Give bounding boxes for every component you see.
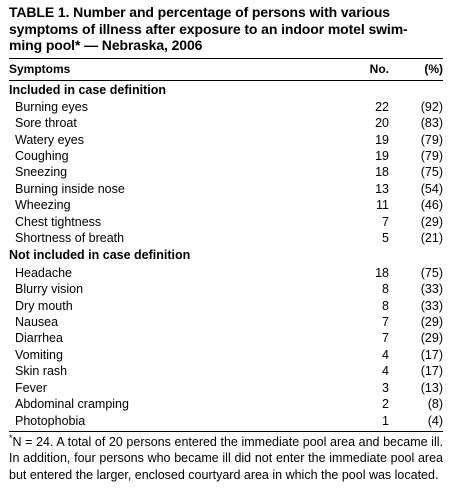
table-row — [9, 363, 443, 379]
symptom-cell: Burning inside nose — [15, 181, 125, 196]
table-row — [9, 99, 443, 115]
table-row — [9, 264, 443, 280]
percent-cell: (29) — [420, 214, 443, 229]
symptom-cell: Vomiting — [15, 347, 63, 362]
count-cell: 8 — [382, 282, 389, 297]
symptom-cell: Sneezing — [15, 165, 68, 180]
percent-cell: (8) — [427, 397, 443, 412]
symptom-cell: Coughing — [15, 149, 69, 164]
symptom-cell: Abdominal cramping — [15, 397, 129, 412]
symptom-cell: Nausea — [15, 314, 59, 329]
count-cell: 18 — [375, 165, 389, 180]
bottom-rule — [9, 431, 443, 432]
count-cell: 7 — [382, 331, 389, 346]
symptom-cell: Skin rash — [15, 364, 68, 379]
table-row — [9, 281, 443, 297]
count-cell: 22 — [375, 99, 389, 114]
table-row — [9, 330, 443, 346]
column-header-symptoms: Symptoms — [9, 62, 71, 76]
count-cell: 11 — [376, 198, 389, 213]
symptom-cell: Blurry vision — [15, 282, 84, 297]
count-cell: 1 — [382, 413, 389, 428]
count-cell: 5 — [382, 231, 389, 246]
percent-cell: (83) — [420, 116, 443, 131]
table-title — [9, 4, 443, 54]
count-cell: 13 — [375, 181, 389, 196]
count-cell: 19 — [375, 132, 389, 147]
symptom-cell: Diarrhea — [15, 331, 63, 346]
count-cell: 3 — [382, 380, 389, 395]
section-heading: Not included in case definition — [9, 248, 191, 263]
table-row — [9, 380, 443, 396]
percent-cell: (79) — [420, 132, 443, 147]
symptom-cell: Burning eyes — [15, 99, 88, 114]
table-row — [9, 297, 443, 313]
symptom-cell: Sore throat — [15, 116, 77, 131]
table-title-line: symptoms of illness after exposure to an indoor motel swim- — [9, 20, 408, 37]
percent-cell: (54) — [420, 181, 443, 196]
section-heading: Included in case definition — [9, 82, 166, 97]
table-row — [9, 214, 443, 230]
table-footnote — [9, 434, 443, 484]
count-cell: 4 — [382, 364, 389, 379]
table-row — [9, 181, 443, 197]
table-row — [9, 115, 443, 131]
percent-cell: (46) — [420, 198, 443, 213]
column-header-no: No. — [369, 62, 389, 76]
percent-cell: (17) — [420, 347, 443, 362]
table-row — [9, 314, 443, 330]
table-row — [9, 396, 443, 412]
footnote-mark: * — [9, 432, 13, 443]
symptom-cell: Chest tightness — [15, 214, 102, 229]
symptom-cell: Shortness of breath — [15, 231, 125, 246]
percent-cell: (92) — [420, 99, 443, 114]
percent-cell: (13) — [420, 380, 443, 395]
count-cell: 8 — [382, 298, 389, 313]
table-row — [9, 347, 443, 363]
symptom-cell: Watery eyes — [15, 132, 85, 147]
table-row — [9, 197, 443, 213]
table-row — [9, 412, 443, 428]
table-row — [9, 230, 443, 246]
percent-cell: (29) — [420, 314, 443, 329]
count-cell: 7 — [382, 314, 389, 329]
footnote-text: N = 24. A total of 20 persons entered the immediate pool area and became ill. In addition, four persons who became ill did not enter the immediate pool area but entered the larger, enclosed courtyard area in which the pool was located. — [9, 434, 443, 482]
percent-cell: (75) — [420, 165, 443, 180]
symptom-cell: Wheezing — [15, 198, 71, 213]
count-cell: 7 — [382, 214, 389, 229]
table-title-line: ming pool* — Nebraska, 2006 — [9, 37, 203, 53]
table-row — [9, 148, 443, 164]
count-cell: 2 — [382, 397, 389, 412]
table-row — [9, 164, 443, 180]
symptom-cell: Headache — [15, 265, 72, 280]
table-title-line: TABLE 1. Number and percentage of persons with various — [9, 4, 390, 20]
column-header-row — [9, 59, 443, 80]
percent-cell: (21) — [420, 231, 443, 246]
symptom-cell: Fever — [15, 380, 47, 395]
header-rule — [9, 80, 443, 81]
column-header-pct: (%) — [424, 62, 443, 76]
percent-cell: (33) — [420, 282, 443, 297]
count-cell: 20 — [375, 116, 389, 131]
count-cell: 4 — [382, 347, 389, 362]
count-cell: 19 — [375, 149, 389, 164]
percent-cell: (29) — [420, 331, 443, 346]
percent-cell: (17) — [420, 364, 443, 379]
table-row — [9, 131, 443, 147]
percent-cell: (4) — [427, 413, 443, 428]
symptom-cell: Dry mouth — [15, 298, 73, 313]
symptom-cell: Photophobia — [15, 413, 86, 428]
percent-cell: (79) — [420, 149, 443, 164]
table-body — [9, 82, 443, 429]
count-cell: 18 — [375, 265, 389, 280]
percent-cell: (33) — [420, 298, 443, 313]
percent-cell: (75) — [420, 265, 443, 280]
